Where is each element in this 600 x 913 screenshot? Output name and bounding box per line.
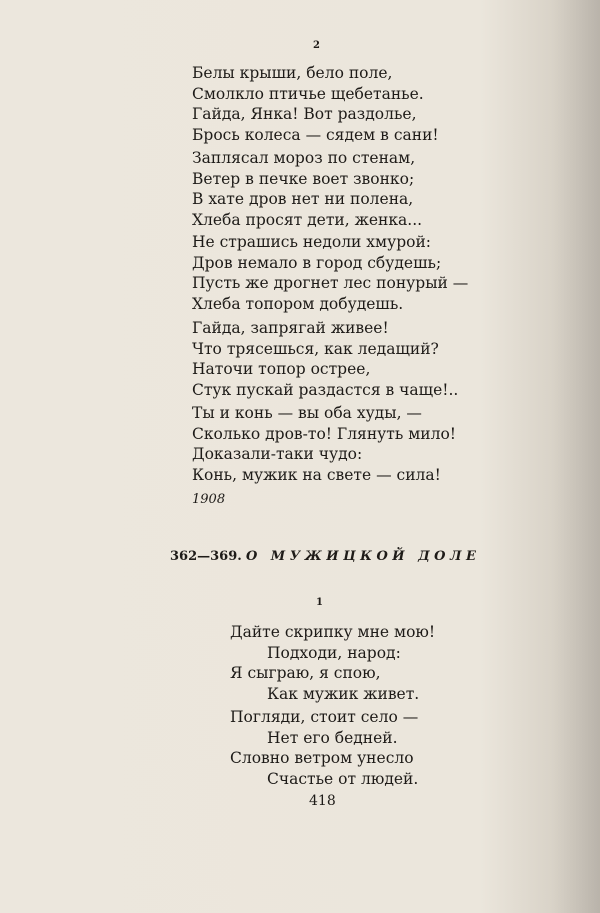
verse-line: Белы крыши, бело поле, — [192, 64, 393, 82]
stanza-1 — [192, 63, 439, 145]
poem-number: 1 — [316, 597, 323, 608]
verse-line: Хлеба просят дети, женка... — [192, 210, 423, 229]
verse-line: Ты и конь — вы оба худы, — — [192, 404, 422, 422]
verse-line: Дров немало в город сбудешь; — [192, 253, 442, 272]
verse-line: Доказали-таки чудо: — [192, 445, 363, 463]
verse-line: Смолкло птичье щебетанье. — [192, 84, 424, 103]
stanza-6 — [230, 622, 435, 704]
verse-line: Гайда, запрягай живее! — [192, 319, 389, 337]
verse-line: Наточи топор острее, — [192, 360, 371, 378]
verse-line: Пусть же дрогнет лес понурый — — [192, 274, 469, 292]
verse-line: Брось колеса — сядем в сани! — [192, 125, 439, 144]
section-title: О МУЖИЦКОЙ ДОЛЕ — [245, 549, 481, 564]
stanza-2 — [192, 148, 422, 230]
section-numbers: 362—369. — [170, 549, 242, 564]
verse-line: Сколько дров-то! Глянуть мило! — [192, 424, 457, 443]
verse-line: Конь, мужик на свете — сила! — [192, 465, 441, 484]
poem-number-top: 2 — [313, 40, 320, 51]
page-number: 418 — [309, 793, 336, 809]
stanza-3 — [192, 232, 468, 314]
verse-line: Что трясешься, как ледащий? — [192, 339, 439, 358]
verse-line: Как мужик живет. — [267, 684, 420, 703]
verse-line: Погляди, стоит село — — [230, 708, 419, 726]
verse-line: Хлеба топором добудешь. — [192, 294, 404, 313]
verse-line: Словно ветром унесло — [230, 749, 414, 767]
stanza-7 — [230, 707, 418, 789]
verse-line: Я сыграю, я спою, — [230, 664, 381, 682]
verse-line: Заплясал мороз по стенам, — [192, 149, 416, 167]
stanza-4 — [192, 318, 458, 400]
verse-line: Счастье от людей. — [267, 769, 419, 788]
poem-date: 1908 — [192, 492, 226, 507]
verse-line: Подходи, народ: — [267, 643, 401, 662]
verse-line: Ветер в печке воет звонко; — [192, 169, 415, 188]
verse-line: В хате дров нет ни полена, — [192, 190, 414, 208]
verse-line: Нет его бедней. — [267, 728, 398, 747]
verse-line: Гайда, Янка! Вот раздолье, — [192, 105, 417, 123]
section-heading — [170, 549, 480, 564]
verse-line: Не страшись недоли хмурой: — [192, 233, 432, 251]
stanza-5 — [192, 403, 456, 485]
verse-line: Стук пускай раздастся в чаще!.. — [192, 380, 459, 399]
verse-line: Дайте скрипку мне мою! — [230, 623, 436, 641]
